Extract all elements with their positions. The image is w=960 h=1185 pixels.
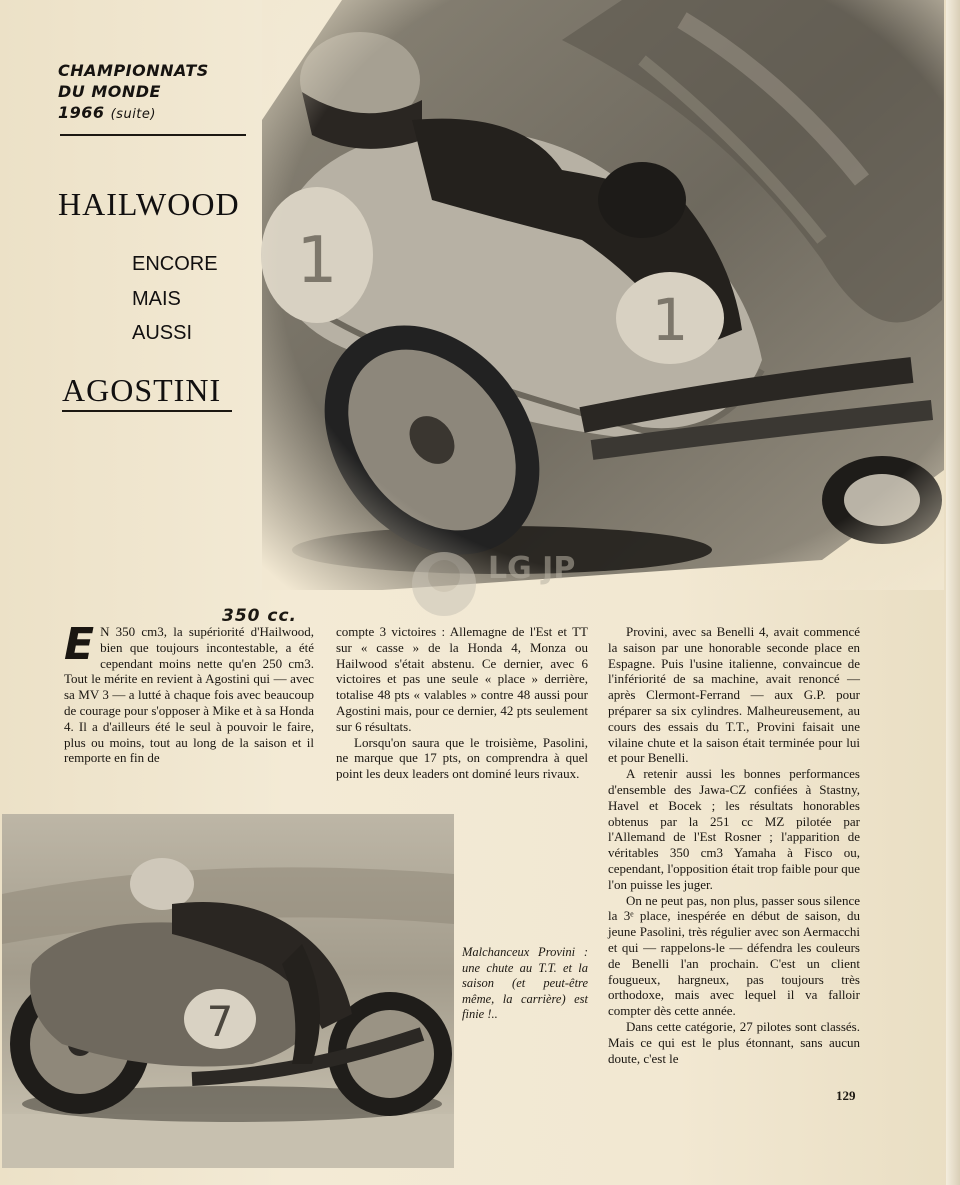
column-2-paragraph-2: Lorsqu'on saura que le troisième, Pasolini, ne marque que 17 pts, on comprendra à quel point les deux leaders ont dominé leurs rivaux. [336,734,588,782]
headline-rule [62,410,232,412]
page-edge [946,0,960,1185]
column-3-paragraph-1: Provini, avec sa Benelli 4, avait commencé la saison par une honorable seconde place en Espagne. Puis l'usine italienne, convaincue de l'infériorité de sa machine, avait renoncé — après Clermont-Ferrand — aux G.P. pour préparer sa six cylindres. Malheureusement, au cours des essais du T.T., Provini faisait une vilaine chute et la saison était terminée pour lui et pour Benelli. [608,624,860,766]
subhead-encore: ENCORE [132,253,218,275]
motorcycle-racer-photo [262,0,944,590]
page-number: 129 [836,1088,856,1103]
column-2-paragraph-1: compte 3 victoires : Allemagne de l'Est et TT sur « casse » de la Honda 4, Monza ou Hailwood s'était abstenu. Ce dernier, avec 6 victoires et pas une seule « place » derrière, totalise 48 pts « valables » contre 48 aussi pour Agostini mais, pour ce dernier, 42 pts seulement sur 6 résultats. [336,624,588,734]
watermark-logo [404,538,576,628]
watermark-text: LG JP [488,551,576,586]
subhead-aussi: AUSSI [132,322,193,344]
kicker-rule [60,134,246,136]
column-3-paragraph-3: On ne peut pas, non plus, passer sous silence la 3ᵉ place, inespérée en début de saison, du jeune Pasolini, très régulier avec son Aermacchi et qui — rappelons-le — défendra les couleurs de Benelli l'an prochain. C'est un client fougueux, hargneux, pas toujours très orthodoxe, mais avec lequel il va falloir compter dès cette année. [608,892,860,1019]
kicker-line-1: CHAMPIONNATS [58,61,209,80]
text-column-2 [336,624,588,782]
section-title-350cc: 350 cc. [222,606,298,626]
text-column-1 [64,619,314,766]
photo-caption: Malchanceux Provini : une chute au T.T. et la saison (et peut-être même, la carrière) est finie !.. [462,945,588,1021]
drop-cap: E [64,619,95,670]
headline-agostini: AGOSTINI [62,372,222,408]
column-1-paragraph-1 [64,619,314,766]
kicker-year: 1966 [58,103,105,122]
column-3-paragraph-2: A retenir aussi les bonnes performances d'ensemble des Jawa-CZ confiées à Stastny, Havel et Bocek ; les résultats honorables obtenus par la 251 cc MZ pilotée par l'Allemand de l'Est Rosner ; l'apparition de véritables 350 cm3 Yamaha à Fisco ou, cependant, l'opposition était trop faible pour que l'on puisse les juger. [608,766,860,892]
kicker-suite: (suite) [110,107,156,122]
provini-racer-photo [2,814,454,1168]
kicker-line-2: DU MONDE [58,82,161,101]
column-1-text: N 350 cm3, la supériorité d'Hailwood, bien que toujours incontestable, a été cependant moins nette qu'en 250 cm3. Tout le mérite en revient à Agostini qui — avec sa MV 3 — a lutté à chaque fois avec beaucoup de courage pour s'opposer à Mike et à sa Honda 4. Il a d'ailleurs été le seul à pouvoir le faire, plus ou moins, tout au long de la saison et il remporte en fin de [64,624,314,766]
main-photo [262,0,944,590]
text-column-3 [608,624,860,1066]
subhead-mais: MAIS [132,288,181,310]
column-3-paragraph-4: Dans cette catégorie, 27 pilotes sont classés. Mais ce qui est le plus étonnant, sans aucun doute, c'est le [608,1018,860,1066]
secondary-photo [2,814,454,1168]
article-kicker [58,60,258,125]
fairing-number: 7 [206,997,234,1046]
headline-hailwood: HAILWOOD [58,186,240,222]
